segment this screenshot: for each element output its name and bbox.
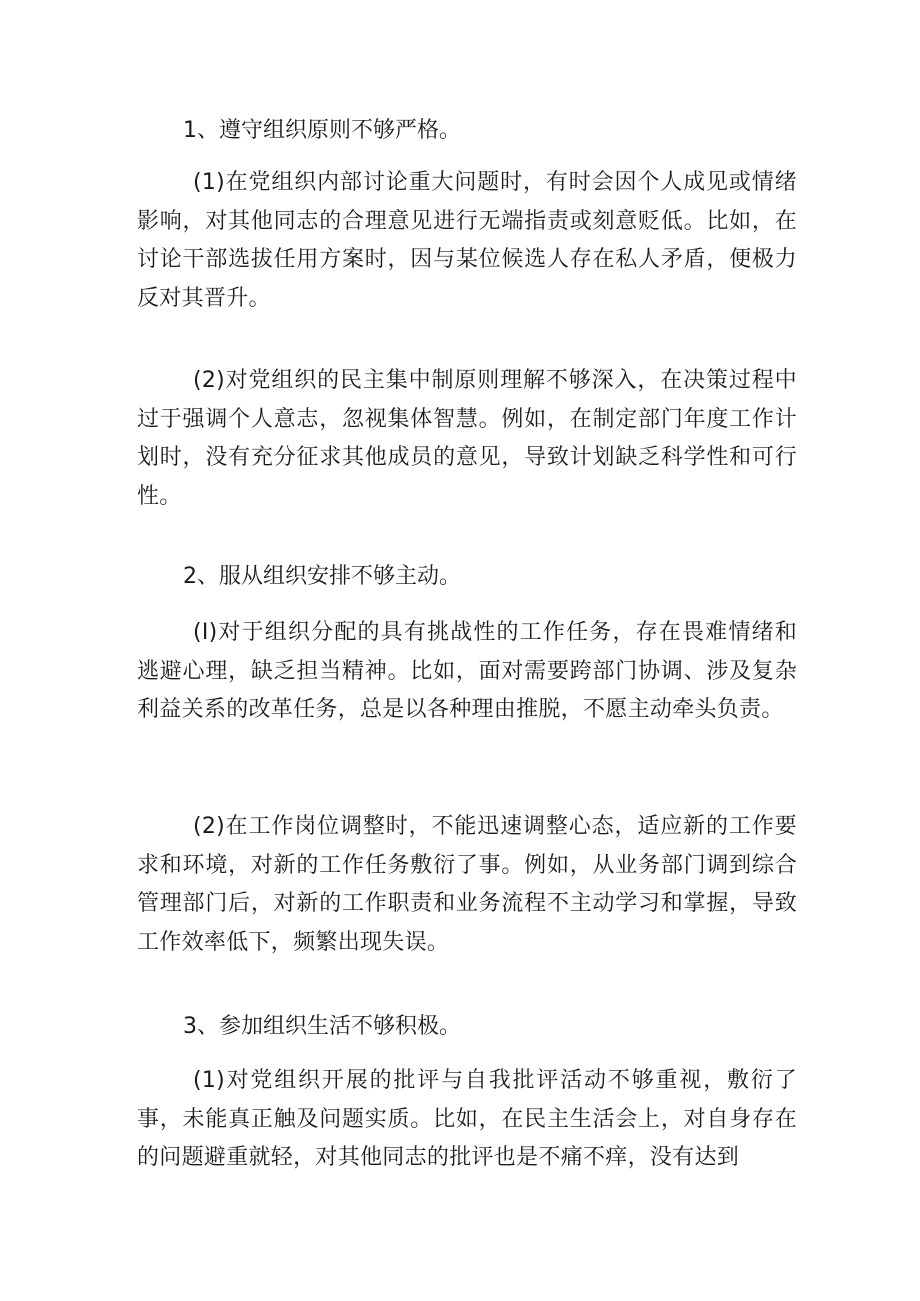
section-3-item-1: (1)对党组织开展的批评与自我批评活动不够重视，敷衍了事，未能真正触及问题实质。比如，在民主生活会上，对自身存在的问题避重就轻，对其他同志的批评也是不痛不痒，没有达到: [137, 1068, 797, 1170]
section-2-item-2: (2)在工作岗位调整时，不能迅速调整心态，适应新的工作要求和环境，对新的工作任务敷衍了事。例如，从业务部门调到综合管理部门后，对新的工作职责和业务流程不主动学习和掌握，导致工作效率低下，频繁出现失误。: [137, 814, 797, 955]
section-2-item-1: (I)对于组织分配的具有挑战性的工作任务，存在畏难情绪和逃避心理，缺乏担当精神。比如，面对需要跨部门协调、涉及复杂利益关系的改革任务，总是以各种理由推脱，不愿主动牵头负责。: [137, 620, 797, 722]
section-2-heading: 2、服从组织安排不够主动。: [183, 564, 461, 589]
section-1-item-1: (1)在党组织内部讨论重大问题时，有时会因个人成见或情绪影响，对其他同志的合理意见进行无端指责或刻意贬低。比如，在讨论干部选拔任用方案时，因与某位候选人存在私人矛盾，便极力反对其晋升。: [137, 170, 797, 311]
section-3-heading: 3、参加组织生活不够积极。: [183, 1014, 461, 1039]
section-1-heading: 1、遵守组织原则不够严格。: [183, 118, 461, 143]
section-1-item-2: (2)对党组织的民主集中制原则理解不够深入，在决策过程中过于强调个人意志，忽视集体智慧。例如，在制定部门年度工作计划时，没有充分征求其他成员的意见，导致计划缺乏科学性和可行性。: [137, 368, 797, 509]
